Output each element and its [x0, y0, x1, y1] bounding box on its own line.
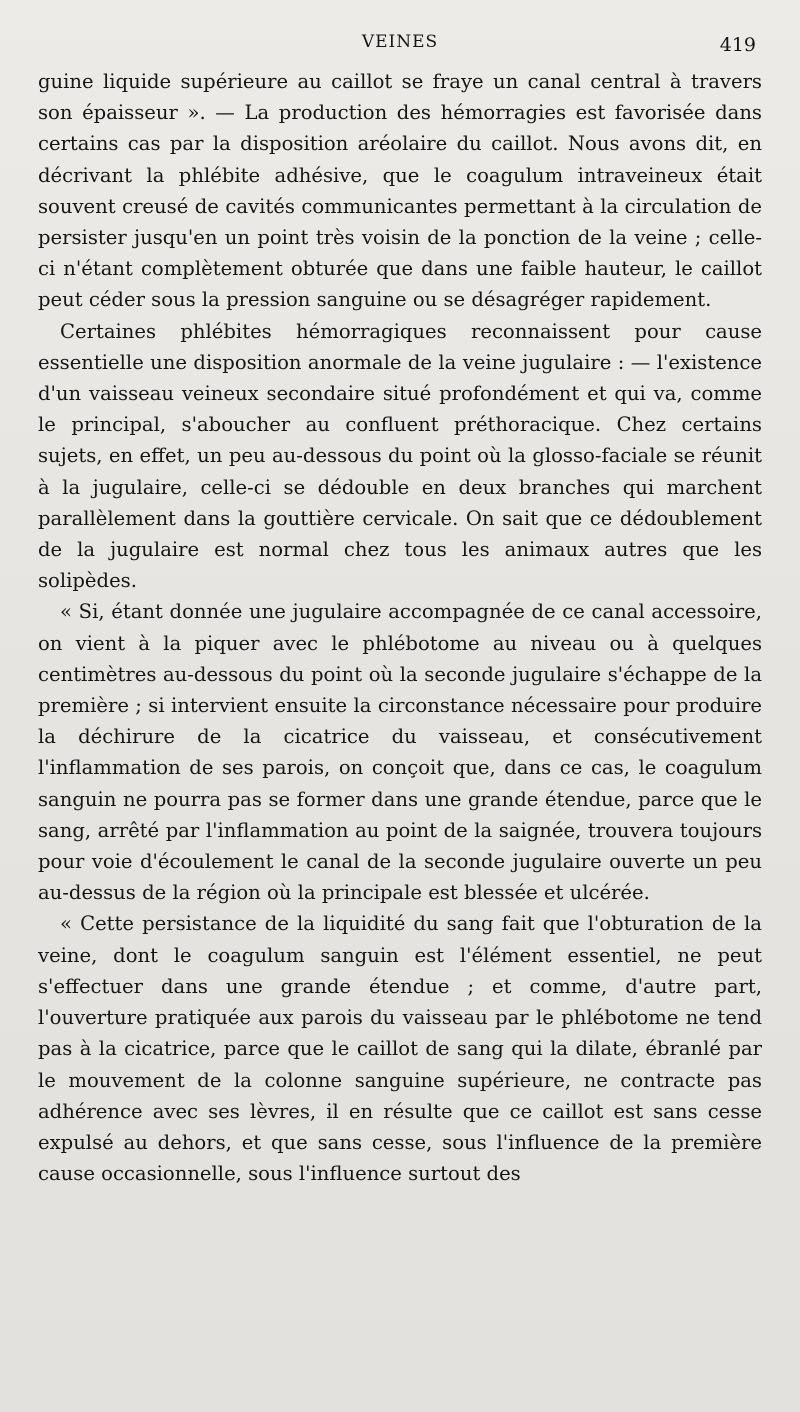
page-header — [38, 26, 762, 56]
paragraph-3: « Si, étant donnée une jugulaire accompagnée de ce canal accessoire, on vient à la piquer avec le phlébotome au niveau ou à quelques centimètres au-dessous du point où la seconde jugulaire s'échappe de la première ; si intervient ensuite la circonstance nécessaire pour produire la déchirure de la cicatrice du vaisseau, et consécutivement l'inflammation de ses parois, on conçoit que, dans ce cas, le coagulum sanguin ne pourra pas se former dans une grande étendue, parce que le sang, arrêté par l'inflammation au point de la saignée, trouvera toujours pour voie d'écoulement le canal de la seconde jugulaire ouverte un peu au-dessus de la région où la principale est blessée et ulcérée. — [38, 600, 762, 905]
paragraph-2: Certaines phlébites hémorragiques reconnaissent pour cause essentielle une disposition anormale de la veine jugulaire : — l'existence d'un vaisseau veineux secondaire situé profondément et qui va, comme le principal, s'aboucher au confluent préthoracique. Chez certains sujets, en effet, un peu au-dessous du point où la glosso-faciale se réunit à la jugulaire, celle-ci se dédouble en deux branches qui marchent parallèlement dans la gouttière cervicale. On sait que ce dédoublement de la jugulaire est normal chez tous les animaux autres que les solipèdes. — [38, 319, 762, 593]
paragraph-1: guine liquide supérieure au caillot se fraye un canal central à travers son épaisseur ». — La production des hémorragies est favorisée dans certains cas par la disposition aréolaire du caillot. Nous avons dit, en décrivant la phlébite adhésive, que le coagulum intraveineux était souvent creusé de cavités communicantes permettant à la circulation de persister jusqu'en un point très voisin de la ponction de la veine ; celle-ci n'étant complètement obturée que dans une faible hauteur, le caillot peut céder sous la pression sanguine ou se désagréger rapidement. — [38, 70, 762, 312]
paragraph-4: « Cette persistance de la liquidité du sang fait que l'obturation de la veine, dont le coagulum sanguin est l'élément essentiel, ne peut s'effectuer dans une grande étendue ; et comme, d'autre part, l'ouverture pratiquée aux parois du vaisseau par le phlébotome ne tend pas à la cicatrice, parce que le caillot de sang qui la dilate, ébranlé par le mouvement de la colonne sanguine supérieure, ne contracte pas adhérence avec ses lèvres, il en résulte que ce caillot est sans cesse expulsé au dehors, et que sans cesse, sous l'influence de la première cause occasionnelle, sous l'influence surtout des — [38, 912, 762, 1186]
body-text — [38, 66, 762, 1189]
page-number: 419 — [719, 34, 756, 56]
running-head: VEINES — [361, 32, 439, 52]
